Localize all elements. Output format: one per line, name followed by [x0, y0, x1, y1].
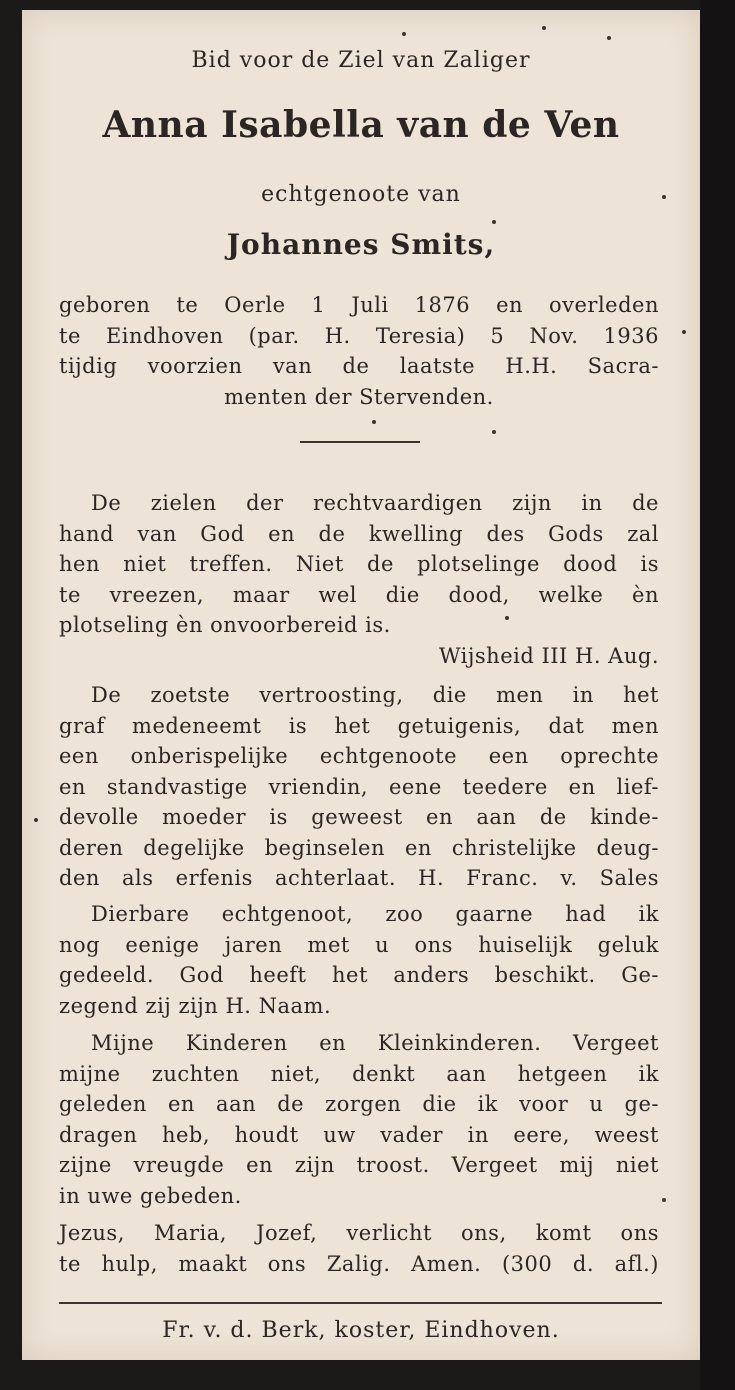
- age-speck: [682, 330, 686, 334]
- quote-line: graf medeneemt is het getuigenis, dat men: [59, 713, 659, 738]
- biography: [59, 290, 659, 412]
- bio-line: menten der Stervenden.: [224, 384, 494, 409]
- age-speck: [505, 616, 509, 620]
- paragraph-line: zijne vreugde en zijn troost. Vergeet mij niet: [59, 1153, 659, 1177]
- dark-frame-edge: [700, 0, 735, 1390]
- paragraph-line: in uwe gebeden.: [59, 1183, 242, 1208]
- age-speck: [402, 32, 406, 36]
- paragraph-line: nog eenige jaren met u ons huiselijk geluk: [59, 932, 659, 957]
- relation-text: echtgenoote van: [261, 182, 461, 207]
- printer-credit: Fr. v. d. Berk, koster, Eindhoven.: [162, 1318, 560, 1343]
- quote-line: deren degelijke beginselen en christelijke deug-: [59, 835, 659, 860]
- paragraph-line: dragen heb, houdt uw vader in eere, weest: [59, 1122, 659, 1147]
- deceased-name: Anna Isabella van de Ven: [102, 104, 620, 146]
- spouse-name: Johannes Smits,: [226, 228, 496, 261]
- prayer-closing: [59, 1218, 659, 1279]
- age-speck: [34, 818, 38, 822]
- bio-line: te Eindhoven (par. H. Teresia) 5 Nov. 1936: [59, 323, 659, 348]
- quote-line: De zielen der rechtvaardigen zijn in de: [91, 491, 659, 515]
- age-speck: [662, 1198, 666, 1202]
- quote-line: devolle moeder is geweest en aan de kinde-: [59, 805, 659, 829]
- quote-line: hand van God en de kwelling des Gods zal: [59, 521, 659, 546]
- bio-line: tijdig voorzien van de laatste H.H. Sacra-: [59, 354, 659, 378]
- quote-line: een onberispelijke echtgenoote een oprechte: [59, 744, 659, 768]
- bio-line: geboren te Oerle 1 Juli 1876 en overleden: [59, 293, 659, 317]
- age-speck: [492, 220, 496, 224]
- quote-sales: [59, 680, 659, 894]
- paragraph-spouse: [59, 899, 659, 1021]
- age-speck: [662, 195, 666, 199]
- quote-line: plotseling èn onvoorbereid is.: [59, 613, 391, 637]
- quote-line: hen niet treffen. Niet de plotselinge dood is: [59, 552, 659, 576]
- divider-short: [300, 441, 420, 443]
- paragraph-line: Dierbare echtgenoot, zoo gaarne had ik: [91, 902, 659, 926]
- divider-long: [59, 1302, 662, 1304]
- quote-line: te vreezen, maar wel die dood, welke èn: [59, 582, 659, 607]
- paragraph-line: Mijne Kinderen en Kleinkinderen. Vergeet: [91, 1031, 659, 1055]
- paragraph-line: Jezus, Maria, Jozef, verlicht ons, komt ons: [59, 1221, 659, 1245]
- age-speck: [372, 420, 376, 424]
- quote-line: De zoetste vertroosting, die men in het: [91, 683, 659, 707]
- paragraph-line: zegend zij zijn H. Naam.: [59, 993, 332, 1018]
- quote-line: en standvastige vriendin, eene teedere en lief-: [59, 774, 659, 799]
- memorial-card: [22, 10, 700, 1360]
- quote-source: Wijsheid III H. Aug.: [438, 643, 659, 668]
- age-speck: [492, 430, 496, 434]
- prayer-line: Bid voor de Ziel van Zaliger: [191, 48, 531, 73]
- paragraph-line: mijne zuchten niet, denkt aan hetgeen ik: [59, 1061, 659, 1086]
- quote-wisdom: [59, 488, 659, 671]
- paragraph-line: gedeeld. God heeft het anders beschikt. Ge-: [59, 963, 659, 987]
- paragraph-children: [59, 1028, 659, 1211]
- quote-line: den als erfenis achterlaat. H. Franc. v. Sales: [59, 866, 659, 890]
- paragraph-line: te hulp, maakt ons Zalig. Amen. (300 d. afl.): [59, 1251, 659, 1276]
- age-speck: [607, 36, 611, 40]
- paragraph-line: geleden en aan de zorgen die ik voor u ge-: [59, 1092, 659, 1116]
- age-speck: [542, 26, 546, 30]
